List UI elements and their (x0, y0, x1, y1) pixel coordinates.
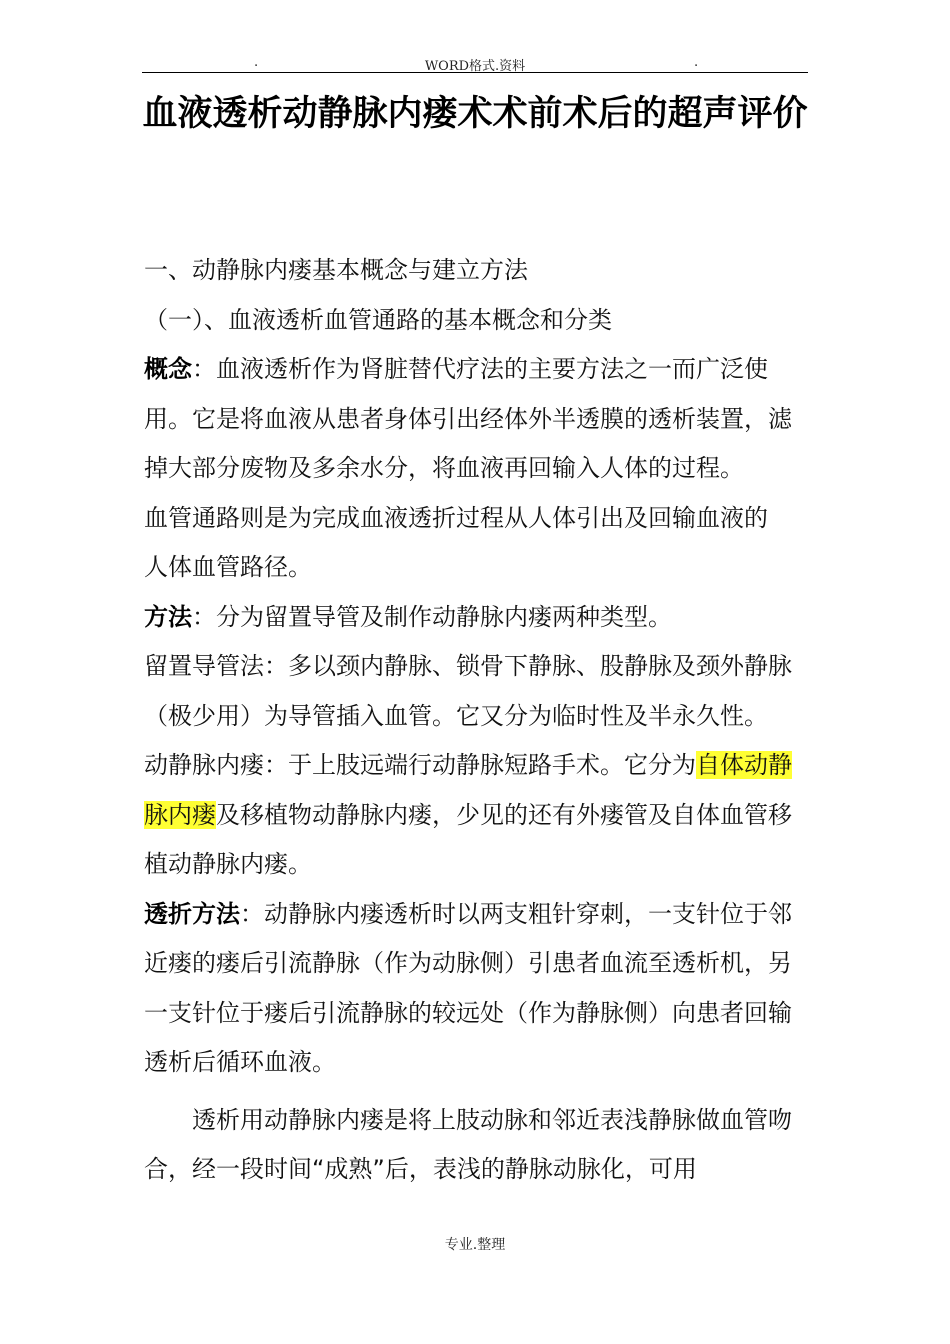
document-body (144, 246, 814, 1195)
highlighted-text: 自体动静脉内瘘 (144, 751, 792, 829)
header-right-mark: . (694, 55, 699, 70)
concept-paragraph-2: 血管通路则是为完成血液透折过程从人体引出及回输血液的人体血管路径。 (144, 503, 768, 581)
header-text: WORD格式.资料 (424, 59, 526, 74)
catheter-paragraph: 留置导管法：多以颈内静脉、锁骨下静脉、股静脉及颈外静脉（极少用）为导管插入血管。它又分为临时性及半永久性。 (144, 652, 792, 730)
avf-paragraph (144, 741, 814, 890)
subsection-heading: （一）、血液透析血管通路的基本概念和分类 (144, 305, 612, 334)
concept-paragraph (144, 345, 814, 494)
page-header (142, 55, 808, 73)
method-paragraph (144, 593, 814, 643)
dialysis-text: ：动静脉内瘘透析时以两支粗针穿刺，一支针位于邻近瘘的瘘后引流静脉（作为动脉侧）引患者血流至透析机，另一支针位于瘘后引流静脉的较远处（作为静脉侧）向患者回输透析后循环血液。 (144, 899, 792, 1076)
dialysis-paragraph (144, 890, 814, 1088)
document-title: 血液透析动静脉内瘘术术前术后的超声评价 (142, 94, 808, 134)
header-left-mark: . (254, 55, 259, 70)
dialysis-label: 透折方法 (144, 899, 240, 928)
last-paragraph: 透析用动静脉内瘘是将上肢动脉和邻近表浅静脉做血管吻合，经一段时间“成熟”后，表浅的静脉动脉化，可用 (144, 1105, 792, 1183)
section-heading: 一、动静脉内瘘基本概念与建立方法 (144, 256, 528, 284)
concept-text: ：血液透析作为肾脏替代疗法的主要方法之一而广泛使用。它是将血液从患者身体引出经体外半透膜的透析装置，滤掉大部分废物及多余水分，将血液再回输入人体的过程。 (144, 355, 792, 482)
concept-label: 概念 (144, 355, 192, 383)
method-text: ：分为留置导管及制作动静脉内瘘两种类型。 (192, 602, 672, 631)
method-label: 方法 (144, 602, 192, 631)
avf-text-before: 动静脉内瘘：于上肢远端行动静脉短路手术。它分为 (144, 751, 696, 779)
page-footer: 专业.整理 (444, 1237, 506, 1253)
header-rule (142, 72, 808, 73)
avf-text-after: 及移植物动静脉内瘘，少见的还有外瘘管及自体血管移植动静脉内瘘。 (144, 800, 792, 878)
